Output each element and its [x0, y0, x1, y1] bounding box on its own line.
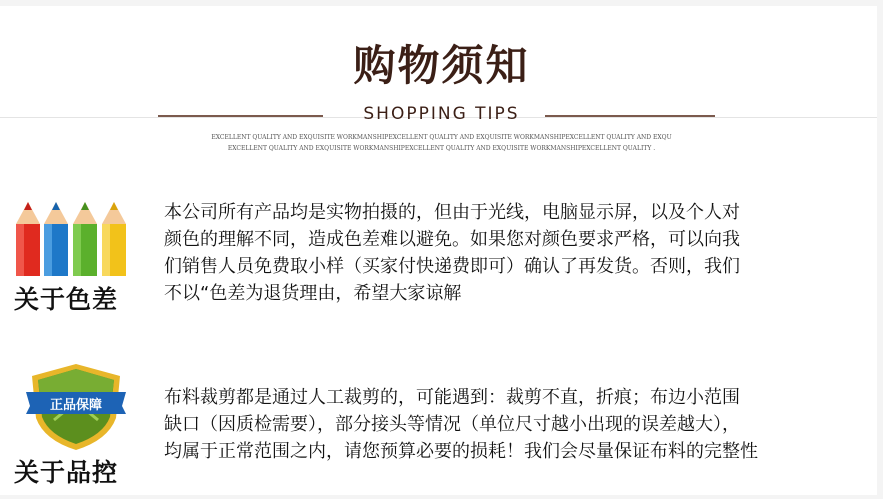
section-text-color: [164, 199, 864, 307]
pencil-green: [73, 202, 97, 276]
tagline-line-2: EXCELLENT QUALITY AND EXQUISITE WORKMANSHIPEXCELLENT QUALITY AND EXQUISITE WORKMANSHIPEXCELLENT QUALITY .: [227, 145, 656, 152]
page-subtitle: SHOPPING TIPS: [363, 104, 520, 124]
text-line: 不以“色差为退货理由，希望大家谅解: [164, 283, 462, 304]
text-line: 布料裁剪都是通过人工裁剪的，可能遇到：裁剪不直，折痕；布边小范围: [164, 387, 740, 408]
section-label-quality: 关于品控: [14, 458, 119, 487]
bottom-border: [0, 495, 883, 499]
badge-label: 正品保障: [49, 398, 103, 413]
section-label-color: 关于色差: [14, 285, 119, 314]
text-line: 颜色的理解不同，造成色差难以避免。如果您对颜色要求严格，可以向我: [164, 229, 740, 250]
pencil-yellow: [102, 202, 126, 276]
pencil-blue: [44, 202, 68, 276]
text-line: 本公司所有产品均是实物拍摄的，但由于光线，电脑显示屏，以及个人对: [164, 202, 740, 223]
page-title: 购物须知: [353, 41, 530, 90]
tagline-line-1: EXCELLENT QUALITY AND EXQUISITE WORKMANSHIPEXCELLENT QUALITY AND EXQUISITE WORKMANSHIPEXCELLENT QUALITY AND EXQU: [211, 134, 672, 141]
text-line: 缺口（因质检需要），部分接头等情况（单位尺寸越小出现的误差越大），: [164, 414, 740, 435]
section-text-quality: [164, 384, 864, 465]
text-line: 均属于正常范围之内，请您预算必要的损耗！我们会尽量保证布料的完整性: [164, 441, 758, 462]
quality-shield-icon: [24, 362, 128, 452]
colored-pencils-icon: [12, 200, 134, 280]
top-border: [0, 0, 883, 6]
text-line: 们销售人员免费取小样（买家付快递费即可）确认了再发货。否则，我们: [164, 256, 740, 277]
pencil-red: [16, 202, 40, 276]
